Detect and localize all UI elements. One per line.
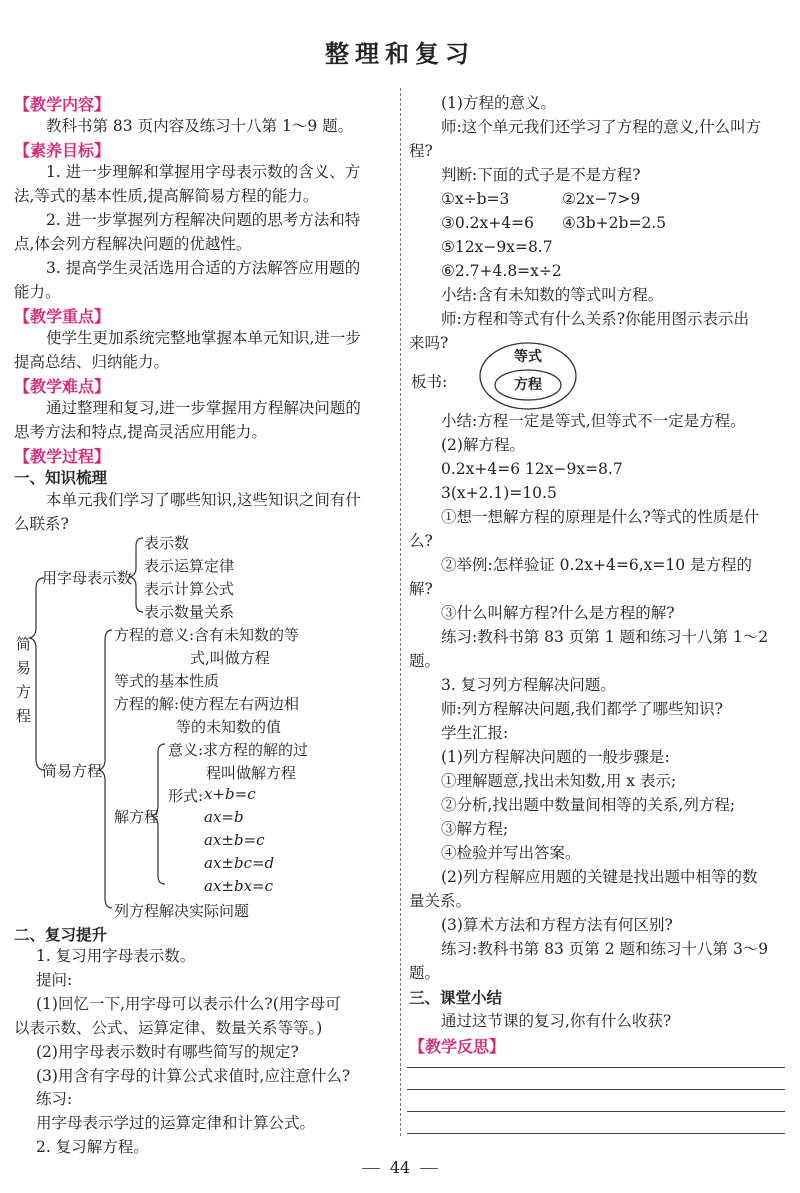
header-key: 【教学重点】 — [14, 307, 111, 326]
tree-leaf: 意义:求方程的解的过 — [168, 741, 309, 759]
r-line: 题。 — [409, 964, 441, 982]
tree-leaf: 式,叫做方程 — [190, 649, 270, 667]
r-line: 小结:含有未知数的等式叫方程。 — [441, 286, 664, 304]
tree-leaf: 表示计算公式 — [144, 580, 235, 598]
section-2-title: 二、复习提升 — [14, 925, 108, 944]
key-line: 使学生更加系统完整地掌握本单元知识,进一步 — [46, 329, 361, 347]
tree-root-char: 程 — [16, 707, 32, 725]
goal-line: 2. 进一步掌握列方程解决问题的思考方法和特 — [46, 211, 361, 229]
r-line: 3(x+2.1)=10.5 — [441, 484, 557, 502]
r-line: 师:方程和等式有什么关系?你能用图示表示出 — [441, 310, 750, 328]
s2-line: 提问: — [36, 971, 73, 989]
goal-line: 法,等式的基本性质,提高解简易方程的能力。 — [14, 187, 319, 205]
tree-leaf: 等式的基本性质 — [114, 672, 220, 690]
board-label: 板书: — [411, 373, 448, 391]
r-line: ①理解题意,找出未知数,用 x 表示; — [441, 772, 677, 790]
s2-line: 用字母表示学过的运算定律和计算公式。 — [36, 1114, 316, 1132]
header-content: 【教学内容】 — [14, 95, 111, 114]
goal-line: 点,体会列方程解决问题的优越性。 — [14, 235, 252, 253]
header-difficulty: 【教学难点】 — [14, 377, 111, 396]
goal-line: 1. 进一步理解和掌握用字母表示数的含义、方 — [46, 163, 361, 181]
header-goals: 【素养目标】 — [14, 141, 111, 160]
section-1-title: 一、知识梳理 — [14, 468, 108, 487]
judge-item: ⑥2.7+4.8=x÷2 — [441, 262, 562, 280]
r-line: ③什么叫解方程?什么是方程的解? — [441, 604, 675, 622]
r-line: 练习:教科书第 83 页第 1 题和练习十八第 1～2 — [441, 628, 769, 646]
s2-line: 2. 复习解方程。 — [36, 1138, 149, 1156]
r-line: 来吗? — [409, 334, 449, 352]
board-outer-label: 等式 — [514, 349, 542, 365]
s2-line: (2)用字母表示数时有哪些简写的规定? — [36, 1043, 299, 1061]
r-line: 3. 复习列方程解决问题。 — [441, 676, 616, 694]
diff-line: 思考方法和特点,提高灵活应用能力。 — [14, 423, 267, 441]
r-line: 么? — [409, 532, 433, 550]
tree-form: x+b=c — [204, 785, 256, 803]
s2-line: 1. 复习用字母表示数。 — [36, 947, 196, 965]
r-line: 练习:教科书第 83 页第 2 题和练习十八第 3～9 — [441, 940, 769, 958]
r-line: (2)列方程解应用题的关键是找出题中相等的数 — [441, 868, 758, 886]
r-line: 0.2x+4=6 12x−9x=8.7 — [441, 460, 623, 478]
tree-root — [16, 632, 31, 728]
r-line: 小结:方程一定是等式,但等式不一定是方程。 — [441, 412, 746, 430]
judge-item: ⑤12x−9x=8.7 — [441, 238, 553, 256]
r-line: 判断:下面的式子是不是方程? — [441, 166, 641, 184]
tree-branch-solve: 解方程 — [114, 808, 160, 826]
tree-leaf: 方程的解:使方程左右两边相 — [114, 695, 300, 713]
r-line: (3)算术方法和方程方法有何区别? — [441, 916, 673, 934]
r-line: 程? — [409, 142, 433, 160]
writing-line — [407, 1089, 785, 1090]
tree-form: ax±bc=d — [204, 854, 275, 872]
r-line: 量关系。 — [409, 892, 472, 910]
writing-line — [407, 1133, 785, 1134]
diff-line: 通过整理和复习,进一步掌握用方程解决问题的 — [46, 399, 361, 417]
r-line: 师:这个单元我们还学习了方程的意义,什么叫方 — [441, 118, 762, 136]
r-line: 师:列方程解决问题,我们都学了哪些知识? — [441, 700, 723, 718]
tree-root-char: 简 — [16, 635, 32, 653]
judge-item: ①x÷b=3 — [441, 190, 510, 208]
tree-leaf: 表示数量关系 — [144, 603, 235, 621]
page-title: 整理和复习 — [325, 39, 475, 68]
judge-item: ②2x−7>9 — [562, 190, 641, 208]
section-3-title: 三、课堂小结 — [409, 988, 503, 1007]
tree-leaf: 程叫做解方程 — [206, 764, 297, 782]
board-inner-label: 方程 — [514, 377, 542, 393]
r-line: (2)解方程。 — [441, 436, 525, 454]
r-line: (1)列方程解决问题的一般步骤是: — [441, 748, 670, 766]
tree-leaf: 方程的意义:含有未知数的等 — [114, 626, 300, 644]
page-number: 44 — [389, 1158, 411, 1177]
goal-line: 3. 提高学生灵活选用合适的方法解答应用题的 — [46, 259, 361, 277]
footer-dash — [420, 1168, 438, 1169]
tree-form: ax=b — [204, 808, 244, 826]
key-line: 提高总结、归纳能力。 — [14, 353, 170, 371]
tree-form: ax±b=c — [204, 831, 265, 849]
tree-leaf: 列方程解决实际问题 — [114, 902, 250, 920]
r-line: ③解方程; — [441, 820, 509, 838]
judge-item: ③0.2x+4=6 — [441, 214, 534, 232]
r-line: 解? — [409, 580, 433, 598]
s2-line: 练习: — [36, 1090, 73, 1108]
judge-item: ④3b+2b=2.5 — [562, 214, 667, 232]
page-footer — [0, 1158, 800, 1177]
r-line: ①想一想解方程的原理是什么?等式的性质是什 — [441, 508, 760, 526]
column-divider — [400, 88, 401, 1136]
tree-root-char: 易 — [16, 659, 32, 677]
tree-branch-letters: 用字母表示数 — [42, 569, 133, 587]
footer-dash — [362, 1168, 380, 1169]
tree-leaf: 表示运算定律 — [144, 557, 235, 575]
header-process: 【教学过程】 — [14, 447, 111, 466]
tree-branch-equation: 简易方程 — [42, 762, 103, 780]
writing-line — [407, 1067, 785, 1068]
s2-line: (1)回忆一下,用字母可以表示什么?(用字母可 — [36, 995, 341, 1013]
tree-leaf: 等的未知数的值 — [176, 718, 282, 736]
r-line: ④检验并写出答案。 — [441, 844, 581, 862]
s2-line: 以表示数、公式、运算定律、数量关系等等。) — [14, 1019, 323, 1037]
s1-text: 么联系? — [14, 515, 69, 533]
s3-text: 通过这节课的复习,你有什么收获? — [441, 1012, 672, 1030]
writing-line — [407, 1111, 785, 1112]
r-line: 学生汇报: — [441, 724, 509, 742]
r-line: ②举例:怎样验证 0.2x+4=6,x=10 是方程的 — [441, 556, 753, 574]
r-line: 题。 — [409, 652, 441, 670]
s2-line: (3)用含有字母的计算公式求值时,应注意什么? — [36, 1067, 351, 1085]
tree-root-char: 方 — [16, 683, 32, 701]
goal-line: 能力。 — [14, 283, 61, 301]
tree-leaf: 表示数 — [144, 534, 190, 552]
header-reflection: 【教学反思】 — [409, 1037, 506, 1056]
s1-text: 本单元我们学习了哪些知识,这些知识之间有什 — [46, 491, 361, 509]
r-line: (1)方程的意义。 — [441, 94, 556, 112]
tree-form: ax±bx=c — [204, 877, 274, 895]
tree-forms-label: 形式: — [168, 787, 204, 805]
content-text: 教科书第 83 页内容及练习十八第 1～9 题。 — [46, 117, 354, 135]
r-line: ②分析,找出题中数量间相等的关系,列方程; — [441, 796, 736, 814]
